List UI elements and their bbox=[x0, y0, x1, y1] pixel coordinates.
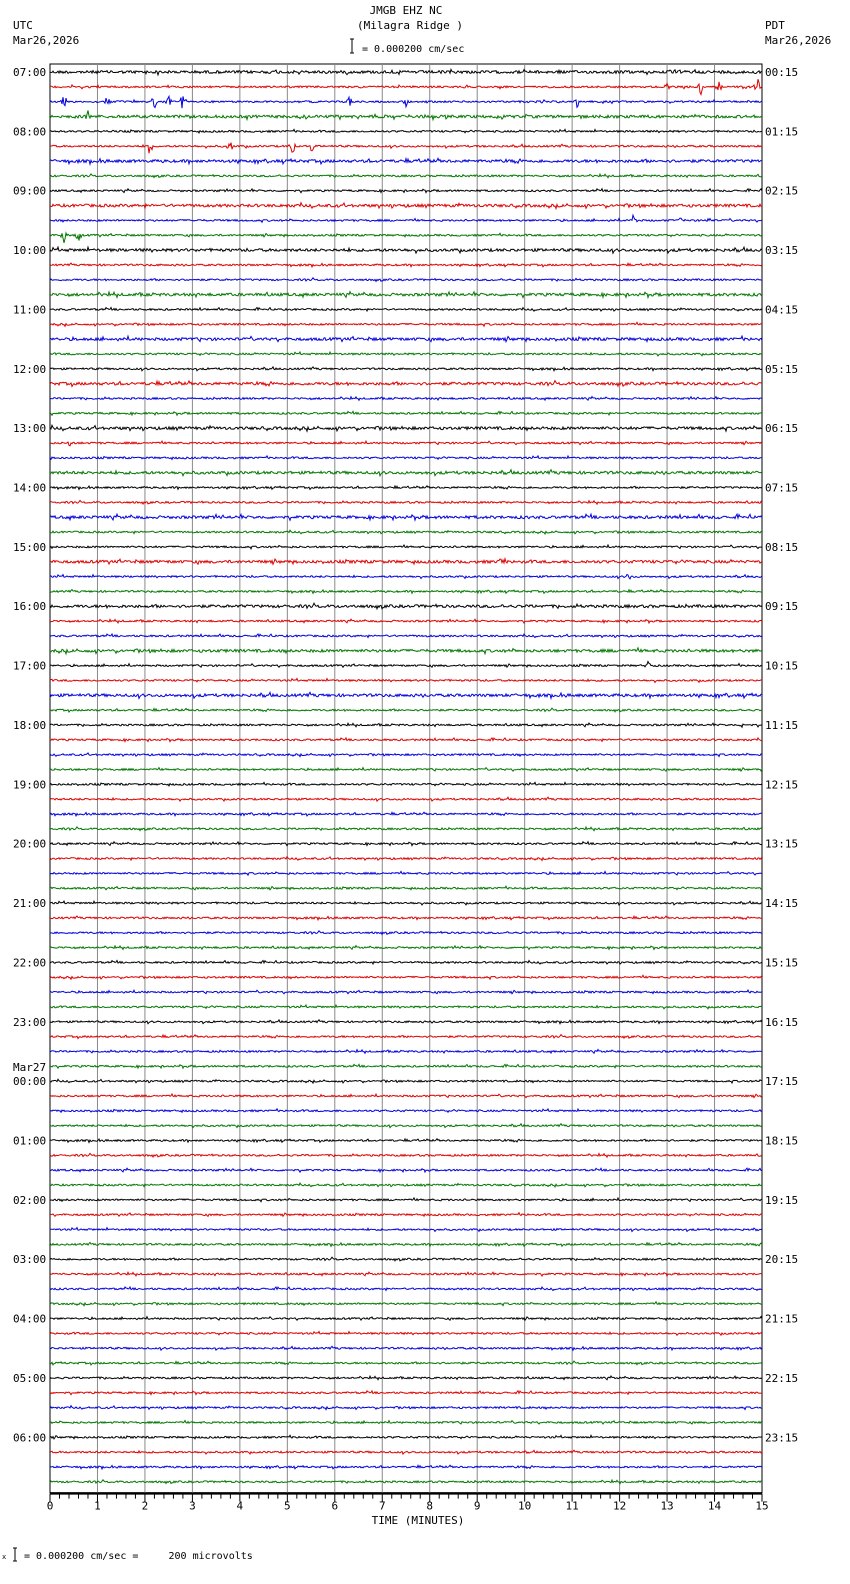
station-subtitle: (Milagra Ridge ) bbox=[357, 19, 463, 32]
seismic-trace bbox=[50, 486, 762, 490]
pdt-hour-label: 04:15 bbox=[765, 303, 799, 317]
seismic-trace bbox=[50, 857, 762, 861]
seismic-trace bbox=[50, 753, 762, 757]
seismic-trace bbox=[50, 916, 762, 920]
seismic-trace bbox=[50, 797, 762, 801]
utc-hour-label: 06:00 bbox=[13, 1431, 47, 1445]
date-change-label: Mar27 bbox=[13, 1061, 47, 1075]
seismic-trace bbox=[50, 367, 762, 371]
utc-hour-label: 23:00 bbox=[13, 1015, 47, 1029]
seismic-trace bbox=[50, 79, 762, 94]
seismic-trace bbox=[50, 1376, 762, 1380]
utc-hour-label: 08:00 bbox=[13, 125, 47, 139]
utc-hour-label: 07:00 bbox=[13, 66, 47, 79]
seismic-trace bbox=[50, 634, 762, 638]
pdt-hour-label: 23:15 bbox=[765, 1431, 799, 1445]
seismic-trace bbox=[50, 1094, 762, 1098]
seismic-trace bbox=[50, 827, 762, 831]
footer-scale-text: = 0.000200 cm/sec = 200 microvolts bbox=[24, 1551, 253, 1562]
x-tick-label: 6 bbox=[331, 1499, 339, 1513]
seismic-trace bbox=[50, 975, 762, 979]
seismic-trace bbox=[50, 292, 762, 298]
x-axis bbox=[47, 1494, 769, 1513]
seismic-trace bbox=[50, 1332, 762, 1336]
utc-hour-label: 04:00 bbox=[13, 1312, 47, 1326]
seismic-trace bbox=[50, 215, 762, 222]
x-tick-label: 9 bbox=[473, 1499, 481, 1513]
seismic-trace bbox=[50, 1183, 762, 1187]
pdt-hour-label: 07:15 bbox=[765, 481, 799, 495]
seismic-trace bbox=[50, 189, 762, 193]
seismic-trace bbox=[50, 1272, 762, 1276]
utc-hour-label: 03:00 bbox=[13, 1253, 47, 1267]
seismic-trace bbox=[50, 441, 762, 446]
pdt-hour-label: 14:15 bbox=[765, 897, 799, 911]
x-tick-label: 15 bbox=[755, 1499, 769, 1513]
pdt-hour-label: 22:15 bbox=[765, 1371, 799, 1385]
seismic-trace bbox=[50, 1064, 762, 1068]
seismic-trace bbox=[50, 233, 762, 243]
footer-prefix: x bbox=[2, 1553, 7, 1561]
pdt-hour-label: 00:15 bbox=[765, 66, 799, 79]
seismic-trace bbox=[50, 1050, 762, 1054]
utc-hour-label: 11:00 bbox=[13, 303, 47, 317]
seismic-trace bbox=[50, 470, 762, 476]
right-date: Mar26,2026 bbox=[765, 34, 832, 47]
seismic-trace bbox=[50, 96, 762, 108]
seismic-trace bbox=[50, 1391, 762, 1395]
x-tick-label: 2 bbox=[141, 1499, 149, 1513]
seismic-trace bbox=[50, 545, 762, 549]
seismic-trace bbox=[50, 143, 762, 154]
utc-hour-label: 22:00 bbox=[13, 956, 47, 970]
seismic-trace bbox=[50, 812, 762, 816]
seismic-trace bbox=[50, 1317, 762, 1321]
seismic-trace bbox=[50, 247, 762, 253]
seismic-trace bbox=[50, 1139, 762, 1143]
pdt-hour-label: 12:15 bbox=[765, 778, 799, 792]
seismic-trace bbox=[50, 174, 762, 178]
seismic-trace bbox=[50, 708, 762, 712]
seismic-trace bbox=[50, 381, 762, 387]
seismic-trace bbox=[50, 692, 762, 698]
seismic-trace bbox=[50, 1109, 762, 1113]
x-axis-label: TIME (MINUTES) bbox=[371, 1514, 465, 1527]
seismic-trace bbox=[50, 530, 762, 534]
seismic-trace bbox=[50, 1480, 762, 1484]
seismic-trace bbox=[50, 782, 762, 786]
utc-hour-label: 20:00 bbox=[13, 837, 47, 851]
seismic-trace bbox=[50, 425, 762, 431]
scale-bar-icon bbox=[350, 39, 354, 53]
seismic-trace bbox=[50, 1198, 762, 1202]
seismic-trace bbox=[50, 648, 762, 654]
seismic-trace bbox=[50, 1079, 762, 1083]
seismic-trace bbox=[50, 1465, 762, 1469]
x-tick-label: 0 bbox=[46, 1499, 54, 1513]
pdt-hour-label: 06:15 bbox=[765, 422, 799, 436]
seismic-trace bbox=[50, 575, 762, 579]
seismic-trace bbox=[50, 456, 762, 460]
seismic-trace bbox=[50, 768, 762, 772]
seismic-trace bbox=[50, 961, 762, 965]
utc-hour-label: 02:00 bbox=[13, 1193, 47, 1207]
utc-hour-label: 16:00 bbox=[13, 600, 47, 614]
seismic-trace bbox=[50, 1005, 762, 1009]
seismic-trace bbox=[50, 322, 762, 326]
utc-hour-label: 10:00 bbox=[13, 244, 47, 258]
seismic-trace bbox=[50, 1153, 762, 1157]
seismic-trace bbox=[50, 263, 762, 267]
left-date: Mar26,2026 bbox=[13, 34, 80, 47]
seismic-trace bbox=[50, 397, 762, 401]
seismic-trace bbox=[50, 1168, 762, 1172]
pdt-hour-label: 11:15 bbox=[765, 718, 799, 732]
x-tick-label: 11 bbox=[565, 1499, 579, 1513]
seismic-trace bbox=[50, 1020, 762, 1024]
utc-hour-label: 12:00 bbox=[13, 362, 47, 376]
seismic-trace bbox=[50, 203, 762, 209]
footer-scale-bar-icon bbox=[13, 1548, 17, 1561]
seismic-trace bbox=[50, 619, 762, 623]
utc-hour-label: 00:00 bbox=[13, 1075, 47, 1089]
seismic-trace bbox=[50, 603, 762, 609]
x-tick-label: 13 bbox=[660, 1499, 674, 1513]
seismic-trace bbox=[50, 1450, 762, 1454]
seismic-trace bbox=[50, 1346, 762, 1350]
seismic-trace bbox=[50, 842, 762, 846]
utc-hour-label: 21:00 bbox=[13, 897, 47, 911]
utc-hour-label: 17:00 bbox=[13, 659, 47, 673]
seismic-trace bbox=[50, 129, 762, 133]
x-tick-label: 14 bbox=[707, 1499, 722, 1513]
pdt-hour-label: 17:15 bbox=[765, 1075, 799, 1089]
seismic-trace bbox=[50, 336, 762, 342]
plot-frame bbox=[50, 64, 762, 1493]
station-title: JMGB EHZ NC bbox=[369, 4, 443, 17]
seismic-trace bbox=[50, 308, 762, 312]
utc-hour-label: 05:00 bbox=[13, 1371, 47, 1385]
pdt-hour-label: 08:15 bbox=[765, 540, 799, 554]
seismic-trace bbox=[50, 723, 762, 727]
seismic-trace bbox=[50, 1287, 762, 1291]
right-timezone: PDT bbox=[765, 19, 785, 32]
pdt-hour-label: 10:15 bbox=[765, 659, 799, 673]
pdt-hour-label: 05:15 bbox=[765, 362, 799, 376]
seismic-trace bbox=[50, 1302, 762, 1306]
utc-hour-label: 19:00 bbox=[13, 778, 47, 792]
seismic-trace bbox=[50, 1257, 762, 1261]
x-tick-label: 12 bbox=[612, 1499, 627, 1513]
seismic-trace bbox=[50, 1035, 762, 1039]
pdt-hour-label: 18:15 bbox=[765, 1134, 799, 1148]
seismic-trace bbox=[50, 411, 762, 415]
pdt-hour-label: 02:15 bbox=[765, 184, 799, 198]
seismic-trace bbox=[50, 1213, 762, 1217]
pdt-hour-label: 20:15 bbox=[765, 1253, 799, 1267]
seismic-trace bbox=[50, 1228, 762, 1232]
pdt-hour-label: 01:15 bbox=[765, 125, 799, 139]
x-tick-label: 3 bbox=[189, 1499, 196, 1513]
seismic-trace bbox=[50, 990, 762, 994]
seismic-trace bbox=[50, 500, 762, 504]
seismic-trace bbox=[50, 1124, 762, 1128]
seismic-trace bbox=[50, 886, 762, 890]
left-timezone: UTC bbox=[13, 19, 33, 32]
seismic-trace bbox=[50, 69, 762, 75]
x-tick-label: 10 bbox=[518, 1499, 532, 1513]
pdt-hour-label: 21:15 bbox=[765, 1312, 799, 1326]
utc-hour-label: 13:00 bbox=[13, 422, 47, 436]
x-tick-label: 8 bbox=[426, 1499, 434, 1513]
seismic-trace bbox=[50, 1242, 762, 1246]
pdt-hour-label: 15:15 bbox=[765, 956, 799, 970]
seismic-trace bbox=[50, 590, 762, 594]
seismic-trace bbox=[50, 738, 762, 742]
utc-hour-label: 01:00 bbox=[13, 1134, 47, 1148]
utc-hour-label: 09:00 bbox=[13, 184, 47, 198]
seismic-trace bbox=[50, 901, 762, 905]
utc-hour-label: 14:00 bbox=[13, 481, 47, 495]
seismic-trace bbox=[50, 1406, 762, 1410]
seismic-trace bbox=[50, 514, 762, 520]
seismic-trace bbox=[50, 1361, 762, 1365]
seismic-trace bbox=[50, 111, 762, 120]
seismic-trace bbox=[50, 352, 762, 356]
x-tick-label: 5 bbox=[284, 1499, 291, 1513]
pdt-hour-label: 13:15 bbox=[765, 837, 799, 851]
utc-hour-label: 18:00 bbox=[13, 718, 47, 732]
minute-grid bbox=[50, 64, 762, 1493]
seismic-trace bbox=[50, 1421, 762, 1425]
seismic-trace bbox=[50, 931, 762, 935]
x-tick-label: 4 bbox=[236, 1499, 244, 1513]
x-tick-label: 1 bbox=[94, 1499, 101, 1513]
seismic-trace bbox=[50, 1435, 762, 1439]
scale-text: = 0.000200 cm/sec bbox=[362, 44, 465, 55]
seismic-trace bbox=[50, 278, 762, 282]
traces bbox=[50, 69, 762, 1483]
seismic-trace bbox=[50, 559, 762, 565]
seismic-trace bbox=[50, 946, 762, 950]
pdt-hour-label: 19:15 bbox=[765, 1193, 799, 1207]
seismic-trace bbox=[50, 871, 762, 875]
x-tick-label: 7 bbox=[378, 1499, 386, 1513]
pdt-hour-label: 09:15 bbox=[765, 600, 799, 614]
utc-hour-label: 15:00 bbox=[13, 540, 47, 554]
seismic-trace bbox=[50, 679, 762, 683]
pdt-hour-label: 03:15 bbox=[765, 244, 799, 258]
seismic-trace bbox=[50, 662, 762, 668]
seismic-trace bbox=[50, 158, 762, 164]
pdt-hour-label: 16:15 bbox=[765, 1015, 799, 1029]
